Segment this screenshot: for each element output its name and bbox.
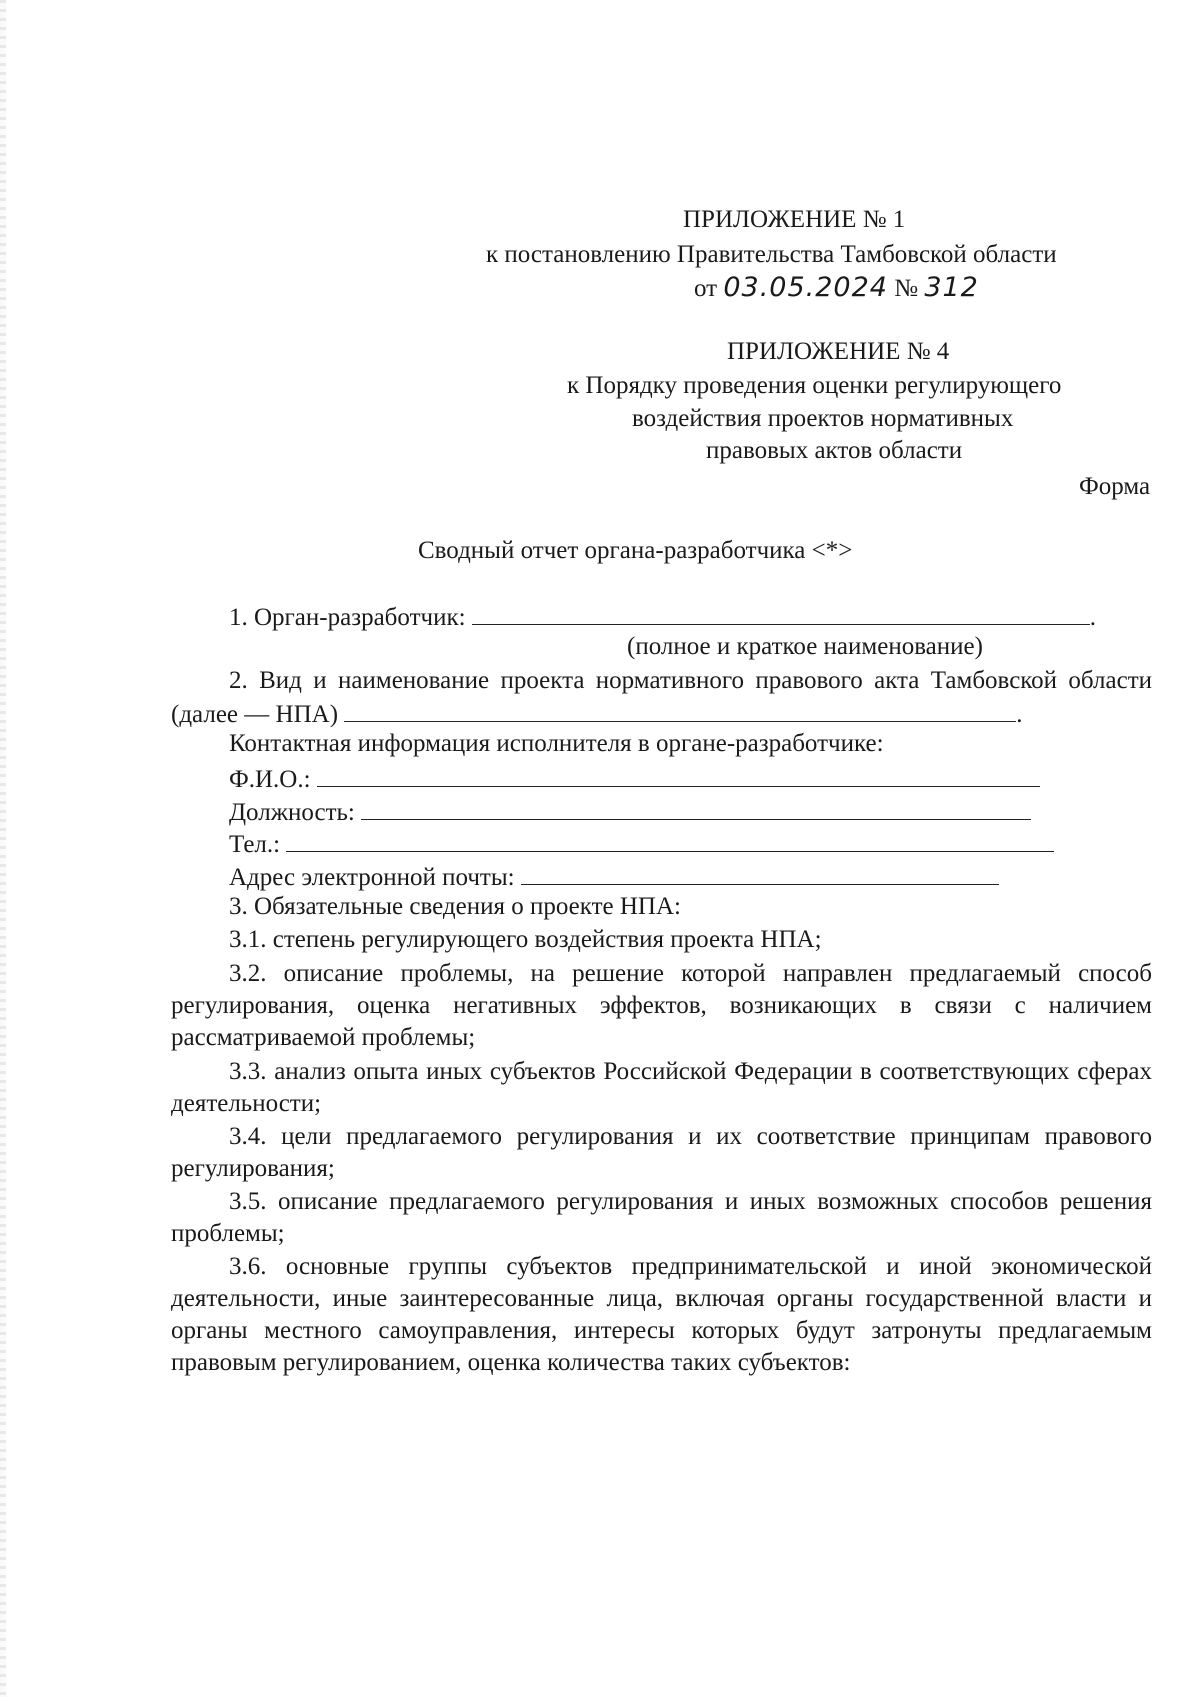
item3-5: 3.5. описание предлагаемого регулирования и иных возможных способов решения проблемы;: [171, 1188, 1152, 1247]
position-row: [229, 795, 1031, 827]
fio-row: [229, 762, 1040, 794]
number-prefix: №: [894, 275, 919, 302]
phone-field[interactable]: [286, 827, 1054, 852]
item2-field[interactable]: [344, 697, 1016, 722]
item3-6-paragraph: [171, 1251, 1152, 1379]
decree-date-line: [694, 272, 979, 303]
fio-field[interactable]: [317, 762, 1040, 787]
item2-text: 2. Вид и наименование проекта нормативного правового акта Тамбовской области (далее — НПА): [171, 667, 1152, 728]
item1-hint: (полное и краткое наименование): [627, 633, 983, 660]
date-prefix: от: [694, 275, 718, 302]
item3-3-paragraph: [171, 1056, 1152, 1120]
item3-2-paragraph: [171, 958, 1152, 1054]
appendix4-line2: воздействия проектов нормативных: [632, 405, 1014, 432]
email-row: [229, 860, 999, 892]
item3-3: 3.3. анализ опыта иных субъектов Российской Федерации в соответствующих сферах деятельности;: [171, 1058, 1152, 1117]
item2-paragraph: 2. Вид и наименование проекта нормативного правового акта Тамбовской области (далее — НПА) .: [171, 667, 1152, 728]
scan-edge: [0, 0, 6, 1697]
appendix1-reference: к постановлению Правительства Тамбовской области: [486, 241, 1057, 268]
handwritten-date: 03.05.2024: [723, 272, 888, 303]
item3-2: 3.2. описание проблемы, на решение которой направлен предлагаемый способ регулирования, оценка негативных эффектов, возникающих в связи с наличием рассматриваемой проблемы;: [171, 960, 1152, 1051]
document-title: Сводный отчет органа-разработчика <*>: [418, 537, 853, 564]
email-field[interactable]: [521, 860, 999, 885]
phone-label: Тел.:: [229, 831, 281, 858]
form-label: Форма: [1079, 473, 1151, 500]
appendix1-title: ПРИЛОЖЕНИЕ № 1: [683, 206, 906, 233]
handwritten-number: 312: [924, 272, 979, 303]
item3-4: 3.4. цели предлагаемого регулирования и их соответствие принципам правового регулирования;: [171, 1123, 1152, 1182]
item1-row: 1. Орган-разработчик: .: [229, 600, 1096, 632]
phone-row: [229, 827, 1054, 859]
item3-5-paragraph: [171, 1186, 1152, 1250]
item3-heading: 3. Обязательные сведения о проекте НПА:: [229, 893, 681, 920]
position-field[interactable]: [361, 795, 1031, 820]
item3-1: 3.1. степень регулирующего воздействия проекта НПА;: [229, 926, 822, 953]
contact-heading: Контактная информация исполнителя в органе-разработчике:: [229, 730, 884, 757]
fio-label: Ф.И.О.:: [229, 766, 311, 793]
position-label: Должность:: [229, 799, 355, 826]
item3-4-paragraph: [171, 1121, 1152, 1185]
item1-field[interactable]: [472, 600, 1090, 625]
item1-label: 1. Орган-разработчик:: [229, 604, 466, 631]
email-label: Адрес электронной почты:: [229, 864, 515, 891]
item3-6: 3.6. основные группы субъектов предпринимательской и иной экономической деятельности, иные заинтересованные лица, включая органы государственной власти и органы местного самоуправления, интересы которых будут затронуты предлагаемым правовым регулированием, оценка количества таких субъектов:: [171, 1253, 1152, 1376]
appendix4-line1: к Порядку проведения оценки регулирующего: [567, 372, 1062, 399]
appendix4-line3: правовых актов области: [706, 437, 963, 464]
appendix4-title: ПРИЛОЖЕНИЕ № 4: [727, 338, 950, 365]
